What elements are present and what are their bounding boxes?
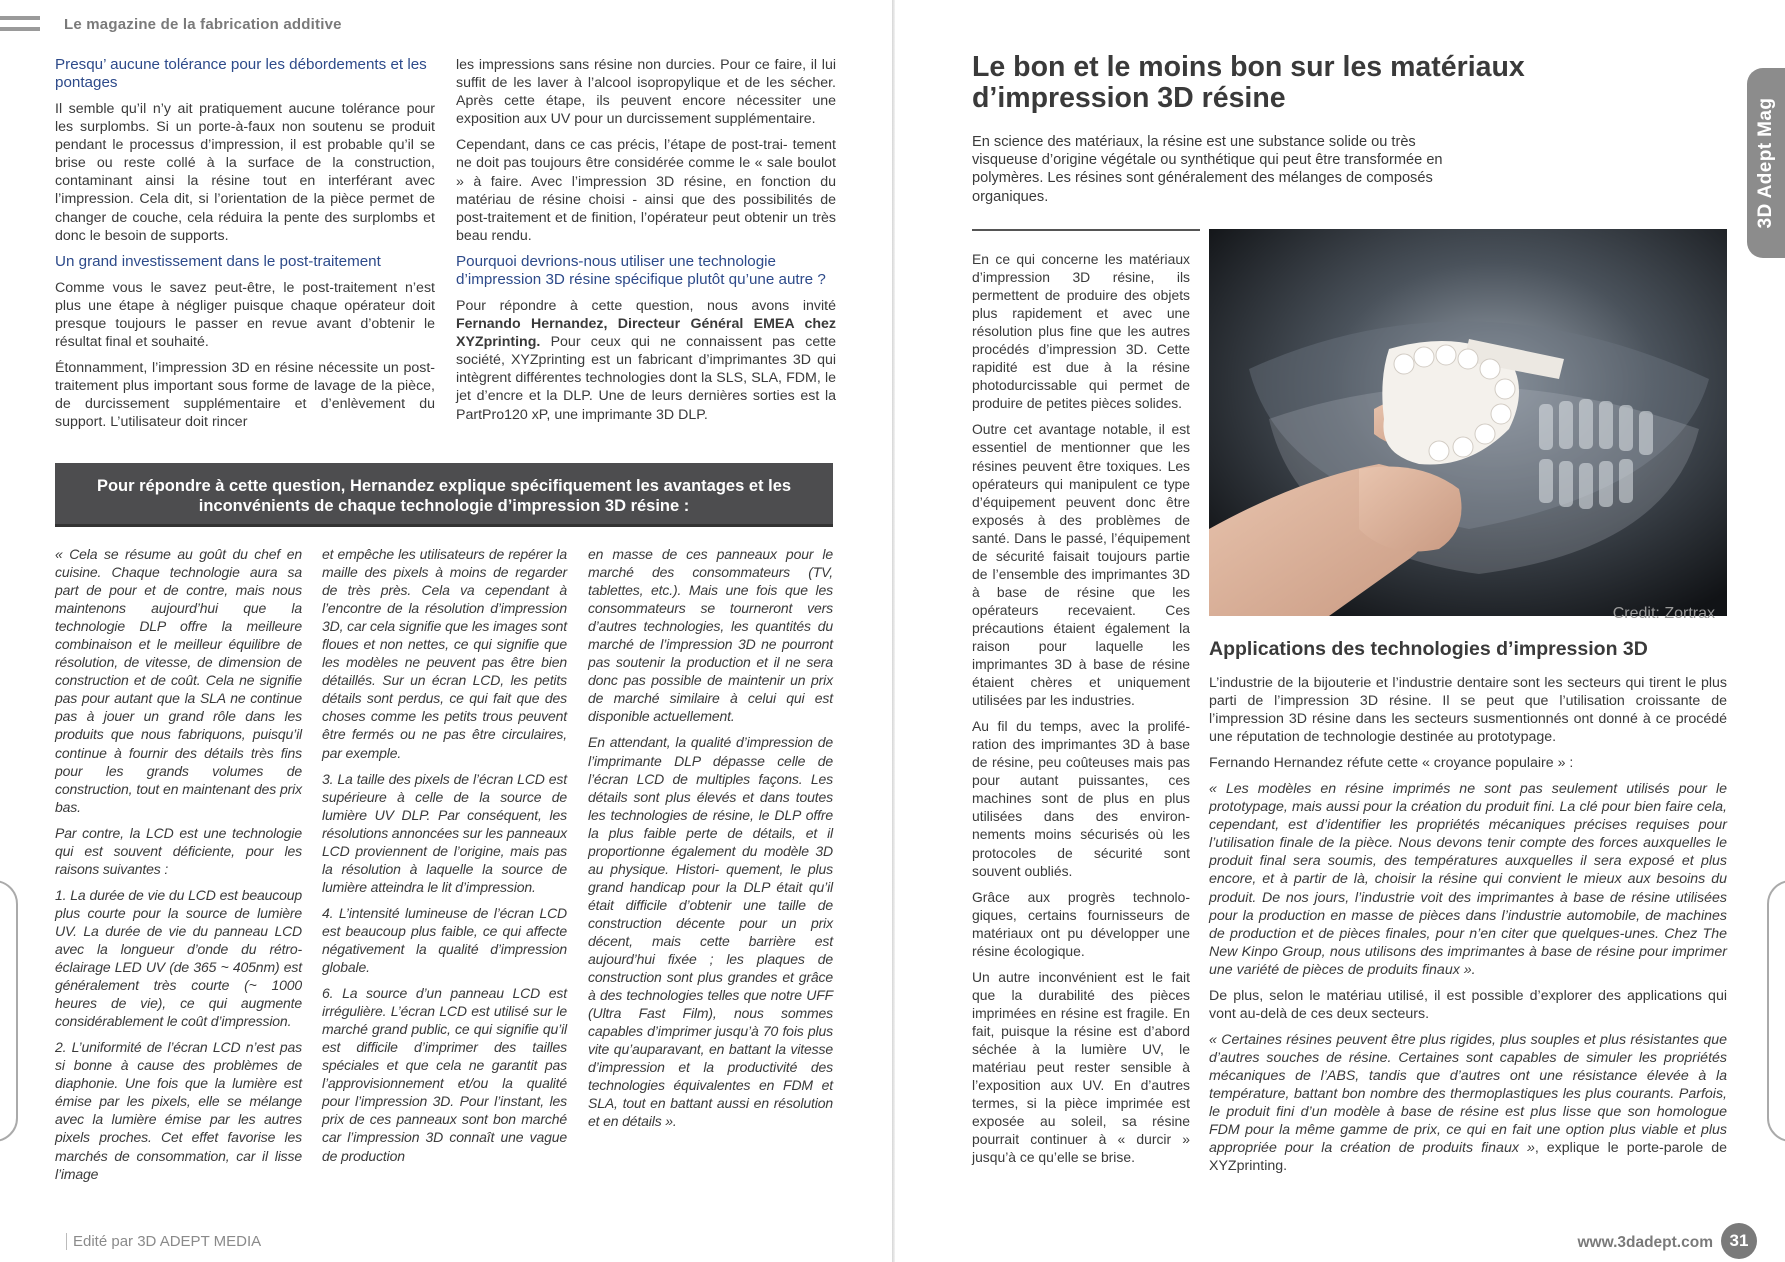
quote-column-1	[55, 545, 302, 1191]
quote-column-3	[588, 545, 833, 1139]
text-run: Pour répondre à cette question, nous avons invité	[456, 297, 836, 314]
subheading: Presqu’ aucune tolérance pour les débordements et les pontages	[55, 56, 427, 91]
quote-column-2	[322, 545, 567, 1173]
paragraph: Il semble qu’il n’y ait pratiquement aucune tolérance pour les surplombs. Si un porte-à-faux non soutenu se produit pendant le processus d’impression, il est probable qu’il se brise ou reste collé à la surface de la construction, contaminant ainsi la résine tout en interférant avec l’impression. Cela dit, si l’orientation de la pièce permet de changer de couche, cela réduira la pente des surplombs et donc le besoin de supports.	[55, 101, 435, 244]
paragraph: En ce qui concerne les matériaux d’impression 3D résine, ils permettent de produire des objets plus rapidement et avec une résolution plus fine que les autres procédés d’impression 3D. Cette rapidité est due à la résine photodurcissable qui permet de produire de petites pièces solides.	[972, 251, 1190, 412]
paragraph: et empêche les utilisateurs de repérer la maille des pixels à moins de regarder de très près. Cela va cependant à l’encontre de la résolution d’impression 3D, car cela signifie que les images sont floues et non nettes, ce qui signifie que les modèles ne peuvent pas être bien détaillés. Sur un écran LCD, les petits détails sont perdus, ce qui fait que des choses comme les petits trous peuvent être fermés ou ne pas être circulaires, par exemple.	[322, 546, 567, 761]
dental-print-photo	[1209, 229, 1727, 616]
paragraph: 6. La source d’un panneau LCD est irrégulière. L’écran LCD est utilisé sur le marché grand public, ce qui signifie qu’il est difficile d’imprimer des tailles spéciales et que cela ne garantit pas l’approvisionnement et/ou la qualité pour l’impression 3D. Pour l’instant, les prix de ces panneaux sont bon marché car l’impression 3D connaît une vague de production	[322, 985, 567, 1164]
magazine-label: Le magazine de la fabrication additive	[64, 16, 342, 33]
paragraph: L’industrie de la bijouterie et l’industrie dentaire sont les secteurs qui tirent le plus parti de l’impression 3D résine. Il se peut que l’utilisation croissante de l’impression 3D résine dans les secteurs susmentionnés ont donné à ce procédé une réputation de technologie destinée au prototypage.	[1209, 675, 1727, 746]
left-column-2	[456, 56, 836, 432]
header-decor-bar	[0, 16, 40, 20]
page-spine	[892, 0, 895, 1262]
applications-column	[1209, 674, 1727, 1183]
paragraph: en masse de ces panneaux pour le marché des consommateurs (TV, tablettes, etc.). Mais une fois que les consommateurs se tourneront vers d’autres technologies, les quantités du marché de l’impression 3D ne pourront pas soutenir la production et il ne sera donc pas possible de maintenir un prix de marché similaire à celui qui est disponible actuellement.	[588, 546, 833, 725]
footer-website-link[interactable]: www.3dadept.com	[1577, 1234, 1713, 1251]
xray-illustration	[1209, 229, 1727, 616]
right-narrow-column	[972, 250, 1190, 1174]
text-run: Pour ceux qui ne connaissent pas cette société, XYZprinting est un fabricant d’imprimantes 3D qui intègrent différentes technologies dont la SLS, SLA, FDM, le jet d’encre et la DLP. Une de leurs dernières sorties est la PartPro120 xP, une imprimante 3D DLP.	[456, 334, 836, 423]
page-edge-mark	[0, 880, 18, 1142]
divider-rule	[972, 229, 1200, 231]
paragraph: Par contre, la LCD est une technologie qui est souvent déficiente, pour les raisons suivantes :	[55, 824, 302, 877]
paragraph: les impressions sans résine non durcies. Pour ce faire, il lui suffit de les laver à l’alcool isopropylique et de les sécher. Après cette étape, ils peuvent encore nécessiter une exposition aux UV pour un durcissement supplémentaire.	[456, 57, 836, 128]
paragraph: Fernando Hernandez réfute cette « croyance populaire » :	[1209, 755, 1574, 772]
text-run-bold: Fernando Hernandez, Directeur Général EMEA chez XYZprinting.	[456, 316, 836, 351]
paragraph	[456, 297, 836, 424]
paragraph: 2. L’uniformité de l’écran LCD n’est pas si bonne à cause des problèmes de diaphonie. Une fois que la lumière est émise par les pixels, elle se mélange avec la lumière émise par les autres pixels proches. Cet effet favorise les marchés de consommation, car il lisse l’image	[55, 1039, 302, 1182]
text-run: , explique le porte-parole de XYZprinting.	[1209, 1140, 1728, 1175]
page-number: 31	[1721, 1223, 1757, 1259]
paragraph: Étonnamment, l’impression 3D en résine nécessite un post-traitement plus important sous forme de lavage de la pièce, de durcissement supplémentaire et d’enlèvement du support. L’utilisateur doit rincer	[55, 360, 435, 431]
right-page	[896, 0, 1785, 1262]
side-tab	[1747, 68, 1785, 258]
article-title: Le bon et le moins bon sur les matériaux d’impression 3D résine	[972, 51, 1525, 114]
header-decor-bar	[0, 27, 40, 31]
paragraph: Un autre inconvénient est le fait que la durabilité des pièces imprimées en résine est fragile. En fait, puisque la résine est d’abord séchée à la lumière UV, le matériau peut rester sensible à l’exposition aux UV. En d’autres termes, si la pièce imprimée est exposée au soleil, sa résine pourrait continuer à « durcir » jusqu’à ce qu’elle se brise.	[972, 968, 1190, 1166]
paragraph: 1. La durée de vie du LCD est beaucoup plus courte pour la source de lumière UV. La durée de vie du panneau LCD avec la longueur d’onde du rétro-éclairage LED UV (de 365 ~ 405nm) est généralement très courte (~ 1000 heures de vie), ce qui augmente considérablement le coût d’impression.	[55, 886, 302, 1030]
left-column-1	[55, 56, 435, 440]
paragraph: Comme vous le savez peut-être, le post-traitement n’est plus une étape à négliger puisque chaque opérateur doit presque toujours le passer en revue avant d’obtenir le résultat final et souhaité.	[55, 279, 435, 351]
photo-credit: Credit: Zortrax	[1612, 605, 1715, 622]
section-heading: Applications des technologies d’impression 3D	[1209, 638, 1648, 660]
paragraph: De plus, selon le matériau utilisé, il est possible d’explorer des applications qui vont au-delà de ces deux secteurs.	[1209, 987, 1727, 1022]
paragraph-quote: « Les modèles en résine imprimés ne sont pas seulement utilisés pour le prototypage, mais aussi pour la création du produit fini. La clé pour bien faire cela, cependant, est d’identifier les propriétés mécaniques précises requises pour l’utilisation finale de la pièce. Nous devons tenir compte des forces auxquelles le produit final sera soumis, des températures auxquelles il sera exposé et plus encore, et à partir de là, choisir la résine qui convient le mieux aux besoins du produit. De nos jours, l’industrie voit des imprimantes à base de résine utilisées pour la production en masse de pièces dans l’industrie automobile, de machines de production et de pièces finales, pour n’en citer que quelques-unes. Chez The New Kinpo Group, nous utilisons des imprimantes à base de résine pour imprimer une variété de pièces de produits finaux ».	[1209, 781, 1727, 978]
callout-box: Pour répondre à cette question, Hernandez explique spécifiquement les avantages et les inconvénients de chaque technologie d’impression 3D résine :	[55, 463, 833, 527]
intro-paragraph: En science des matériaux, la résine est une substance solide ou très visqueuse d’origine végétale ou synthétique qui peut être transformée en polymères. Les résines sont généralement des mélanges de composés organiques.	[972, 134, 1443, 205]
text-run-italic: « Certaines résines peuvent être plus rigides, plus souples et plus résistantes que d’autres souches de résine. Certaines sont capables de simuler les propriétés mécaniques de l’ABS, tandis que d’autres ont une résistance élevée à la température, battant bon nombre des thermoplastiques les plus courants. Parfois, le produit fini d’un modèle à base de résine est plus lisse que son homologue FDM pour la même gamme de prix, ce qui en fait une option plus viable et plus appropriée pour la création de produits finaux »	[1209, 1031, 1727, 1157]
paragraph: En attendant, la qualité d’impression de l’imprimante DLP dépasse celle de l’écran LCD de multiples façons. Les détails sont plus élevés et dans toutes les technologies de résine, le DLP offre la plus faible perte de détails, et il proportionne également du modèle 3D au physique. Histori- quement, le plus grand handicap pour la DLP était qu’il était difficile d’obtenir une taille de construction décente pour un prix décent, mais cette barrière est aujourd’hui fixée ; les plaques de construction sont plus grandes et grâce à des technologies telles que notre UFF (Ultra Fast Film), nous sommes capables d’imprimer jusqu’à 70 fois plus vite qu’auparavant, en battant la vitesse d’impression et la productivité des technologies équivalentes en FDM et SLA, tout en battant aussi en résolution et en détails ».	[588, 734, 833, 1130]
page-edge-mark	[1767, 880, 1785, 1142]
paragraph: 4. L’intensité lumineuse de l’écran LCD est beaucoup plus faible, ce qui affecte négativement la qualité d’impression globale.	[322, 904, 567, 976]
paragraph: Outre cet avantage notable, il est essentiel de mentionner que les résines peuvent être toxiques. Les opérateurs qui manipulent ce type d’équipement peuvent donc être exposés à des problèmes de santé. Dans le passé, l’équipement de sécurité faisait toujours partie de l’ensemble des imprimantes 3D à base de résine que les opérateurs recevaient. Ces précautions étaient également la raison pour laquelle les imprimantes 3D à base de résine étaient chères et uniquement utilisées par les industries.	[972, 421, 1190, 709]
left-page	[0, 0, 892, 1262]
footer-publisher: Edité par 3D ADEPT MEDIA	[66, 1233, 261, 1250]
paragraph: « Cela se résume au goût du chef en cuisine. Chaque technologie aura sa part de pour et de contre, mais nous maintenons aujourd’hui que la technologie DLP offre la meilleure combinaison et le meilleur équilibre de résolution, de vitesse, de dimension de construction et de coût. Cela ne signifie pas pour autant que la SLA ne continue pas à jouer un grand rôle dans les produits que nous fabriquons, puisqu’il continue à fournir des détails très fins pour les grands volumes de construction, tout en maintenant des prix bas.	[55, 546, 302, 815]
paragraph: Au fil du temps, avec la prolifé- ration des imprimantes 3D à base de résine, peu coûteuses mais pas pour autant puissantes, ces machines sont de plus en plus utilisées dans des environ- nements moins sécurisés où les protocoles de sécurité sont souvent oubliés.	[972, 718, 1190, 879]
paragraph	[1209, 1031, 1727, 1175]
side-tab-label: 3D Adept Mag	[1755, 97, 1776, 229]
paragraph: 3. La taille des pixels de l’écran LCD est supérieure à celle de la source de lumière UV DLP. Par conséquent, les résolutions annoncées sur les panneaux LCD proviennent de l’origine, mais pas la résolution à laquelle la source de lumière atteindra le lit d’impression.	[322, 770, 567, 895]
paragraph: Grâce aux progrès technolo- giques, certains fournisseurs de matériaux ont pu développer une résine écologique.	[972, 888, 1190, 959]
subheading: Pourquoi devrions-nous utiliser une technologie d’impression 3D résine spécifique plutôt qu’une autre ?	[456, 252, 826, 288]
paragraph: Cependant, dans ce cas précis, l’étape de post-trai- tement ne doit pas toujours être considérée comme le « sale boulot » à faire. Avec l’impression 3D résine, en fonction du matériau de résine choisi - ainsi que des possibilités de post-traitement et de finition, l’opérateur peut obtenir un très beau rendu.	[456, 137, 836, 244]
subheading: Un grand investissement dans le post-traitement	[55, 252, 381, 270]
